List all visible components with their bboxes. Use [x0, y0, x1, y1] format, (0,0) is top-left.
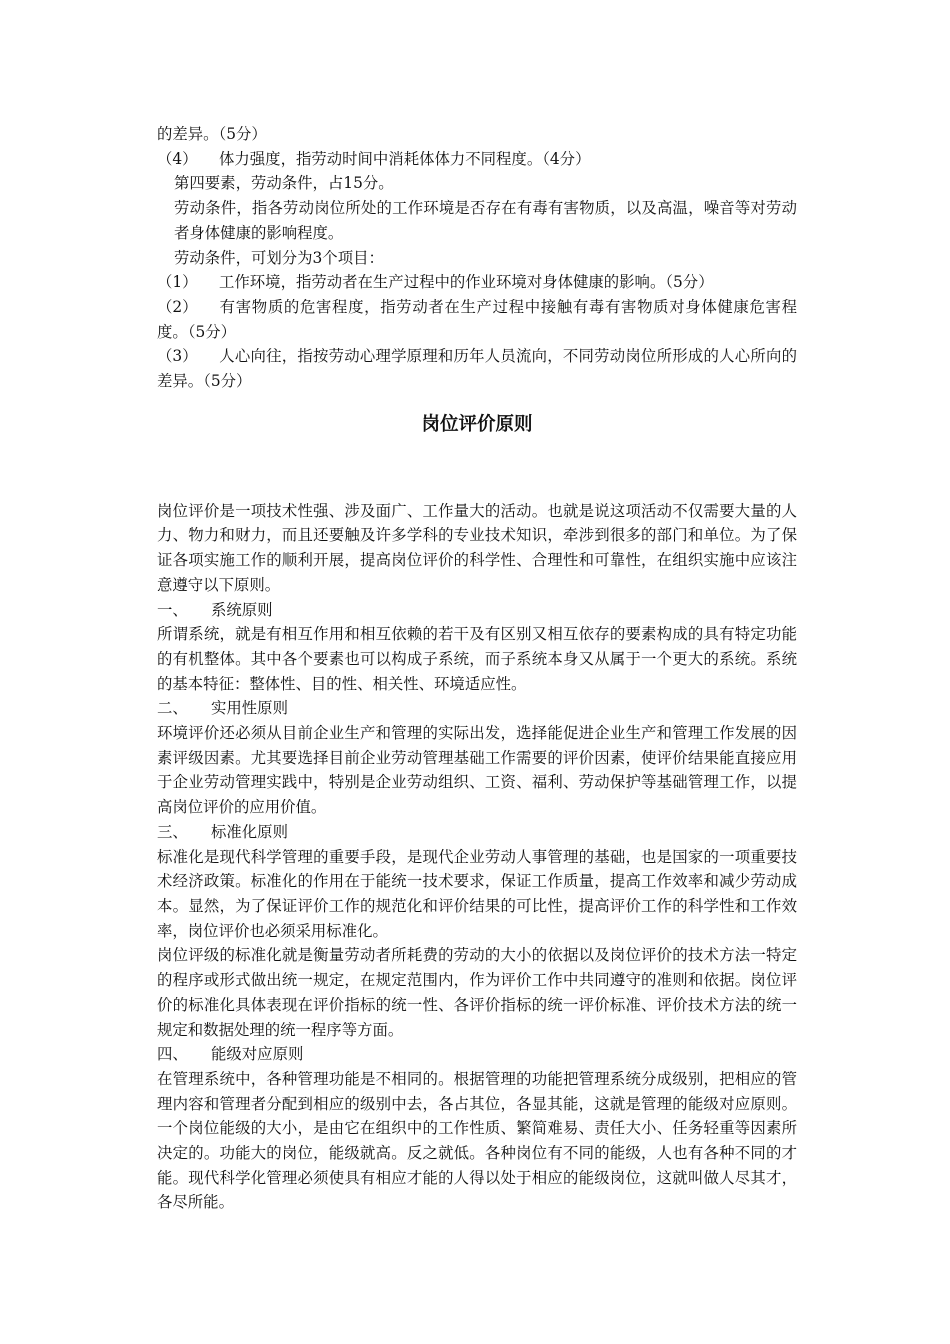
section-number: 一、: [157, 600, 188, 619]
list-number: （1）: [157, 273, 198, 292]
paragraph-condition-definition: 劳动条件，指各劳动岗位所处的工作环境是否存在有毒有害物质，以及高温，噪音等对劳动者身体健康的影响程度。: [174, 199, 797, 242]
section-3-paragraph-1: 标准化是现代科学管理的重要手段，是现代企业劳动人事管理的基础，也是国家的一项重要技术经济政策。标准化的作用在于能统一技术要求，保证工作质量，提高工作效率和减少劳动成本。显然，为了保证评价工作的规范化和评价结果的可比性，提高评价工作的科学性和工作效率，岗位评价也必须采用标准化。: [157, 847, 797, 940]
section-heading-1: [157, 598, 797, 623]
paragraph-continuation: 的差异。（5分）: [157, 125, 267, 143]
list-item-3: [157, 344, 797, 393]
list-text: 工作环境，指劳动者在生产过程中的作业环境对身体健康的影响。（5分）: [219, 273, 714, 292]
list-text: 有害物质的危害程度，指劳动者在生产过程中接触有毒有害物质对身体健康危害程度。（5分）: [157, 297, 797, 341]
section-number: 二、: [157, 699, 188, 718]
list-number: （4）: [157, 149, 198, 168]
section-heading-text: 系统原则: [211, 600, 273, 619]
document-body: [157, 122, 797, 1215]
section-heading-3: [157, 820, 797, 845]
section-heading-text: 能级对应原则: [211, 1045, 304, 1064]
section-3-paragraph-2: 岗位评级的标准化就是衡量劳动者所耗费的劳动的大小的依据以及岗位评价的技术方法一特定的程序或形式做出统一规定，在规定范围内，作为评价工作中共同遵守的准则和依据。岗位评价的标准化具体表现在评价指标的统一性、各评价指标的统一评价标准、评价技术方法的统一规定和数据处理的统一程序等方面。: [157, 946, 797, 1039]
section-4-paragraph: 在管理系统中，各种管理功能是不相同的。根据管理的功能把管理系统分成级别，把相应的管理内容和管理者分配到相应的级别中去，各占其位，各显其能，这就是管理的能级对应原则。一个岗位能级的大小，是由它在组织中的工作性质、繁简难易、责任大小、任务轻重等因素所决定的。功能大的岗位，能级就高。反之就低。各种岗位有不同的能级，人也有各种不同的才能。现代科学化管理必须使具有相应才能的人得以处于相应的能级岗位，这就叫做人尽其才，各尽所能。: [157, 1069, 797, 1212]
section-heading-text: 实用性原则: [211, 699, 288, 718]
section-number: 三、: [157, 822, 188, 841]
page-title: 岗位评价原则: [421, 413, 533, 435]
section-1-paragraph: 所谓系统，就是有相互作用和相互依赖的若干及有区别又相互依存的要素构成的具有特定功能的有机整体。其中各个要素也可以构成子系统，而子系统本身又从属于一个更大的系统。系统的基本特征：整体性、目的性、相关性、环境适应性。: [157, 625, 797, 693]
list-text: 体力强度，指劳动时间中消耗体体力不同程度。（4分）: [219, 149, 591, 168]
section-heading-text: 标准化原则: [211, 822, 288, 841]
list-number: （2）: [157, 297, 198, 316]
list-item-1: [157, 270, 797, 295]
list-item-2: [157, 295, 797, 344]
section-heading-4: [157, 1042, 797, 1067]
paragraph-factor-4: 第四要素，劳动条件，占15分。: [174, 174, 394, 193]
section-number: 四、: [157, 1045, 188, 1064]
list-text: 人心向往，指按劳动心理学原理和历年人员流向，不同劳动岗位所形成的人心所向的差异。（5分）: [157, 347, 797, 391]
list-number: （3）: [157, 347, 198, 366]
list-item-4: [157, 147, 797, 172]
section-2-paragraph: 环境评价还必须从目前企业生产和管理的实际出发，选择能促进企业生产和管理工作发展的因素评级因素。尤其要选择目前企业劳动管理基础工作需要的评价因素，使评价结果能直接应用于企业劳动管理实践中，特别是企业劳动组织、工资、福利、劳动保护等基础管理工作，以提高岗位评价的应用价值。: [157, 724, 797, 817]
section-heading-2: [157, 696, 797, 721]
paragraph-condition-split: 劳动条件，可划分为3个项目：: [174, 248, 384, 267]
paragraph-intro: 岗位评价是一项技术性强、涉及面广、工作量大的活动。也就是说这项活动不仅需要大量的人力、物力和财力，而且还要触及许多学科的专业技术知识，牵涉到很多的部门和单位。为了保证各项实施工作的顺利开展，提高岗位评价的科学性、合理性和可靠性，在组织实施中应该注意遵守以下原则。: [157, 501, 797, 594]
